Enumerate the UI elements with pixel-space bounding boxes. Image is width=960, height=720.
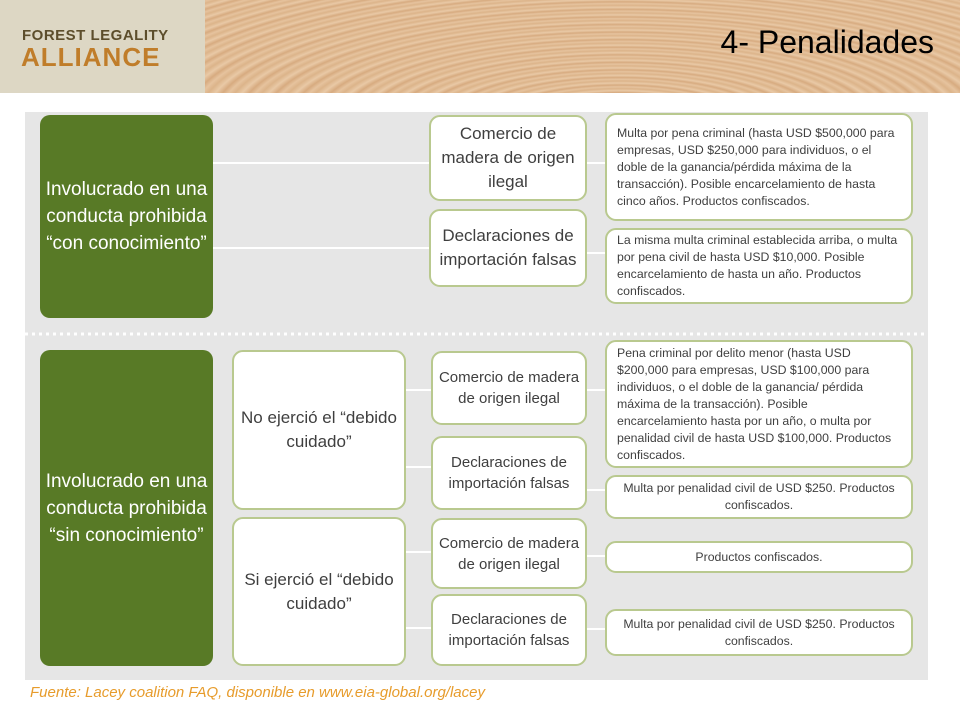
knowing-branch-illegal-trade: Comercio de madera de origen ilegal (429, 115, 587, 201)
no-due-care-penalty-illegal-trade: Pena criminal por delito menor (hasta USD $200,000 para empresas, USD $100,000 para individuos, o el doble de la ganancia/ pérdida máxima de la transacción). Posible encarcelamiento hasta por un año, o multa por penalidad civil de hasta USD $100,000. Productos confiscados. (605, 340, 913, 468)
knowing-penalty-false-declarations: La misma multa criminal establecida arriba, o multa por pena civil de hasta USD $10,000. Posible encarcelamiento de hasta un año. Productos confiscados. (605, 228, 913, 304)
due-care-branch-false-declarations: Declaraciones de importación falsas (431, 594, 587, 666)
source-footnote: Fuente: Lacey coalition FAQ, disponible en www.eia-global.org/lacey (30, 684, 485, 701)
logo-text-alliance: ALLIANCE (21, 42, 161, 72)
knowing-branch-false-declarations: Declaraciones de importación falsas (429, 209, 587, 287)
no-due-care-penalty-false-declarations: Multa por penalidad civil de USD $250. Productos confiscados. (605, 475, 913, 519)
due-care-branch-illegal-trade: Comercio de madera de origen ilegal (431, 518, 587, 589)
due-care-box: Si ejerció el “debido cuidado” (232, 517, 406, 666)
slide-title: 4- Penalidades (720, 24, 934, 60)
knowing-penalty-illegal-trade: Multa por pena criminal (hasta USD $500,000 para empresas, USD $250,000 para individuos, o el doble de la ganancia/pérdida máxima de la transacción). Posible encarcelamiento de hasta cinco años. Productos confiscados. (605, 113, 913, 221)
due-care-penalty-illegal-trade: Productos confiscados. (605, 541, 913, 573)
knowing-conduct-box: Involucrado en una conducta prohibida “con conocimiento” (40, 115, 213, 318)
logo-text-forest-legality: FOREST LEGALITY (22, 27, 169, 44)
no-due-care-branch-false-declarations: Declaraciones de importación falsas (431, 436, 587, 510)
unknowing-conduct-box: Involucrado en una conducta prohibida “sin conocimiento” (40, 350, 213, 666)
due-care-penalty-false-declarations: Multa por penalidad civil de USD $250. Productos confiscados. (605, 609, 913, 656)
no-due-care-box: No ejerció el “debido cuidado” (232, 350, 406, 510)
no-due-care-branch-illegal-trade: Comercio de madera de origen ilegal (431, 351, 587, 425)
